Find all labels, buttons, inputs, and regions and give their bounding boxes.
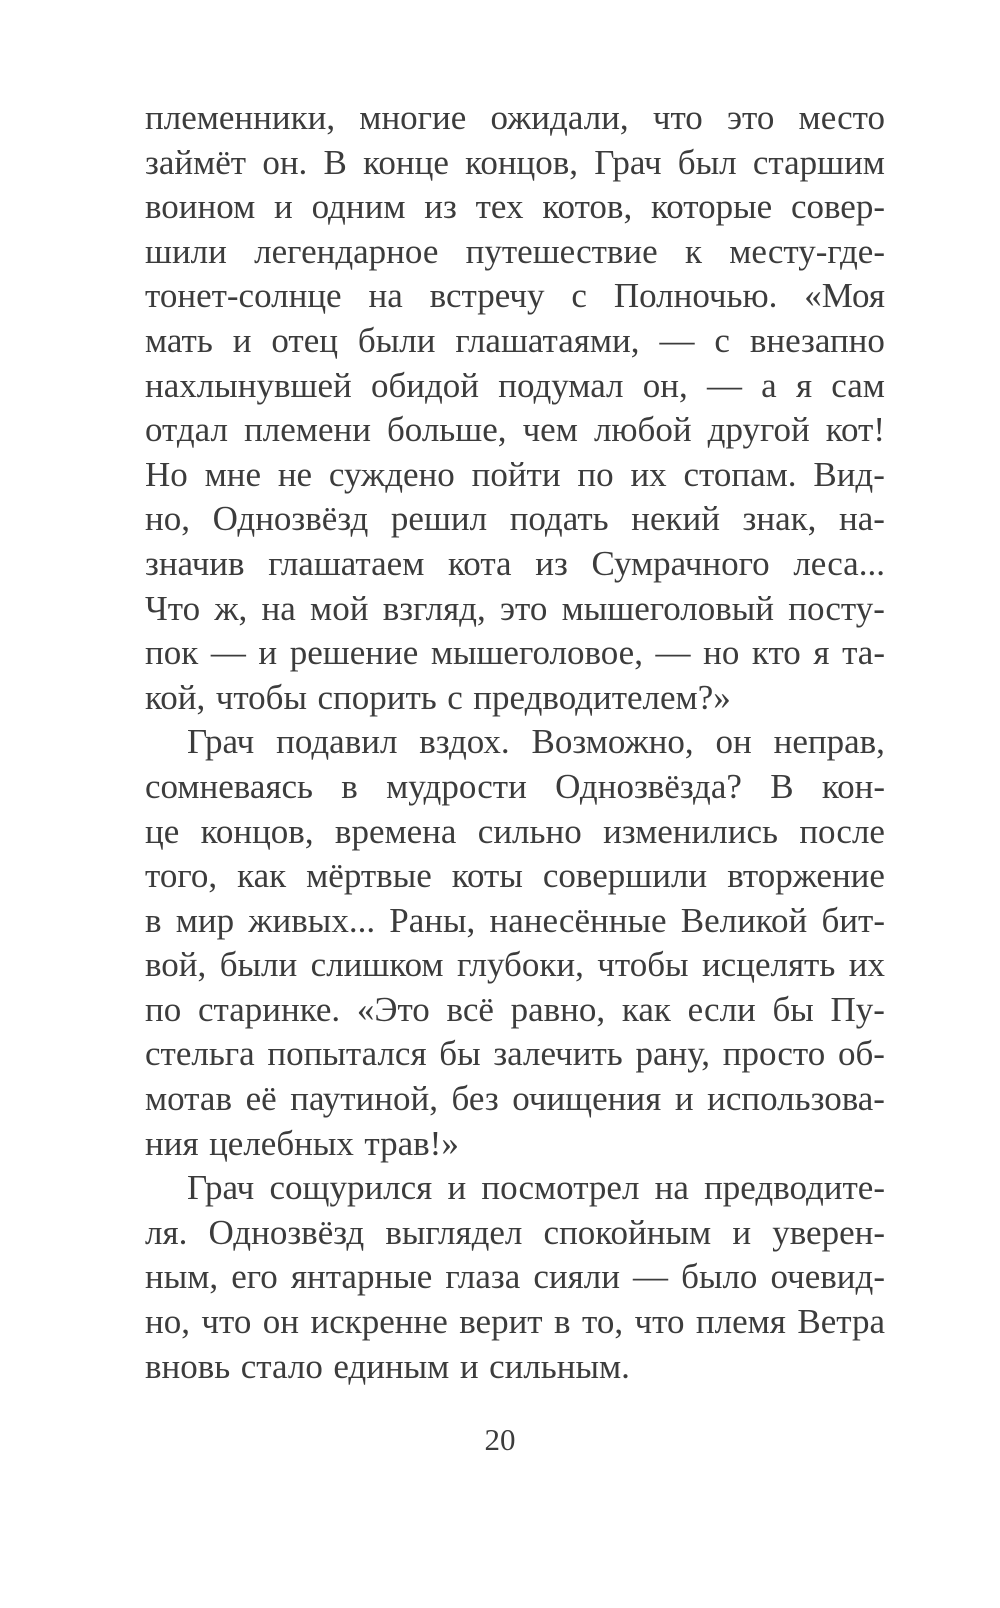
- text-line: ным, его янтарные глаза сияли — было очевид-: [145, 1257, 885, 1297]
- text-line: вой, были слишком глубоки, чтобы исцелять их: [145, 945, 885, 985]
- text-line: мать и отец были глашатаями, — с внезапно: [145, 320, 885, 360]
- text-line: це концов, времена сильно изменились после: [145, 811, 885, 851]
- text-line: ля. Однозвёзд выглядел спокойным и уверен-: [145, 1212, 885, 1252]
- text-line: займёт он. В конце концов, Грач был старшим: [145, 142, 885, 182]
- text-line: шили легендарное путешествие к месту-где-: [145, 231, 885, 271]
- text-line: отдал племени больше, чем любой другой кот!: [145, 410, 885, 450]
- text-line: нахлынувшей обидой подумал он, — а я сам: [145, 365, 885, 405]
- text-line: тонет-солнце на встречу с Полночью. «Моя: [145, 276, 885, 316]
- text-line: ния целебных трав!»: [145, 1123, 459, 1163]
- text-line: воином и одним из тех котов, которые совер-: [145, 187, 885, 227]
- text-line: Но мне не суждено пойти по их стопам. Вид-: [145, 454, 885, 494]
- text-line: племенники, многие ожидали, что это место: [145, 98, 885, 137]
- text-line: вновь стало единым и сильным.: [145, 1346, 630, 1386]
- text-line: стельга попытался бы залечить рану, просто об-: [145, 1034, 885, 1074]
- text-line: Что ж, на мой взгляд, это мышеголовый посту-: [145, 588, 885, 628]
- book-page-text: [145, 96, 885, 1389]
- page-number: 20: [484, 1422, 516, 1457]
- text-line: в мир живых... Раны, нанесённые Великой бит-: [145, 900, 885, 940]
- text-line: Грач сощурился и посмотрел на предводите-: [187, 1168, 885, 1208]
- text-line: того, как мёртвые коты совершили вторжение: [145, 856, 885, 896]
- text-line: пок — и решение мышеголовое, — но кто я та-: [145, 633, 885, 673]
- text-line: мотав её паутиной, без очищения и использова-: [145, 1079, 885, 1119]
- text-line: значив глашатаем кота из Сумрачного леса...: [145, 543, 885, 583]
- text-line: по старинке. «Это всё равно, как если бы Пу-: [145, 989, 885, 1029]
- text-line: но, что он искренне верит в то, что племя Ветра: [145, 1302, 885, 1342]
- text-line: но, Однозвёзд решил подать некий знак, на-: [145, 499, 885, 539]
- text-line: сомневаясь в мудрости Однозвёзда? В кон-: [145, 766, 885, 806]
- text-line: кой, чтобы спорить с предводителем?»: [145, 677, 731, 717]
- text-line: Грач подавил вздох. Возможно, он неправ,: [187, 722, 885, 762]
